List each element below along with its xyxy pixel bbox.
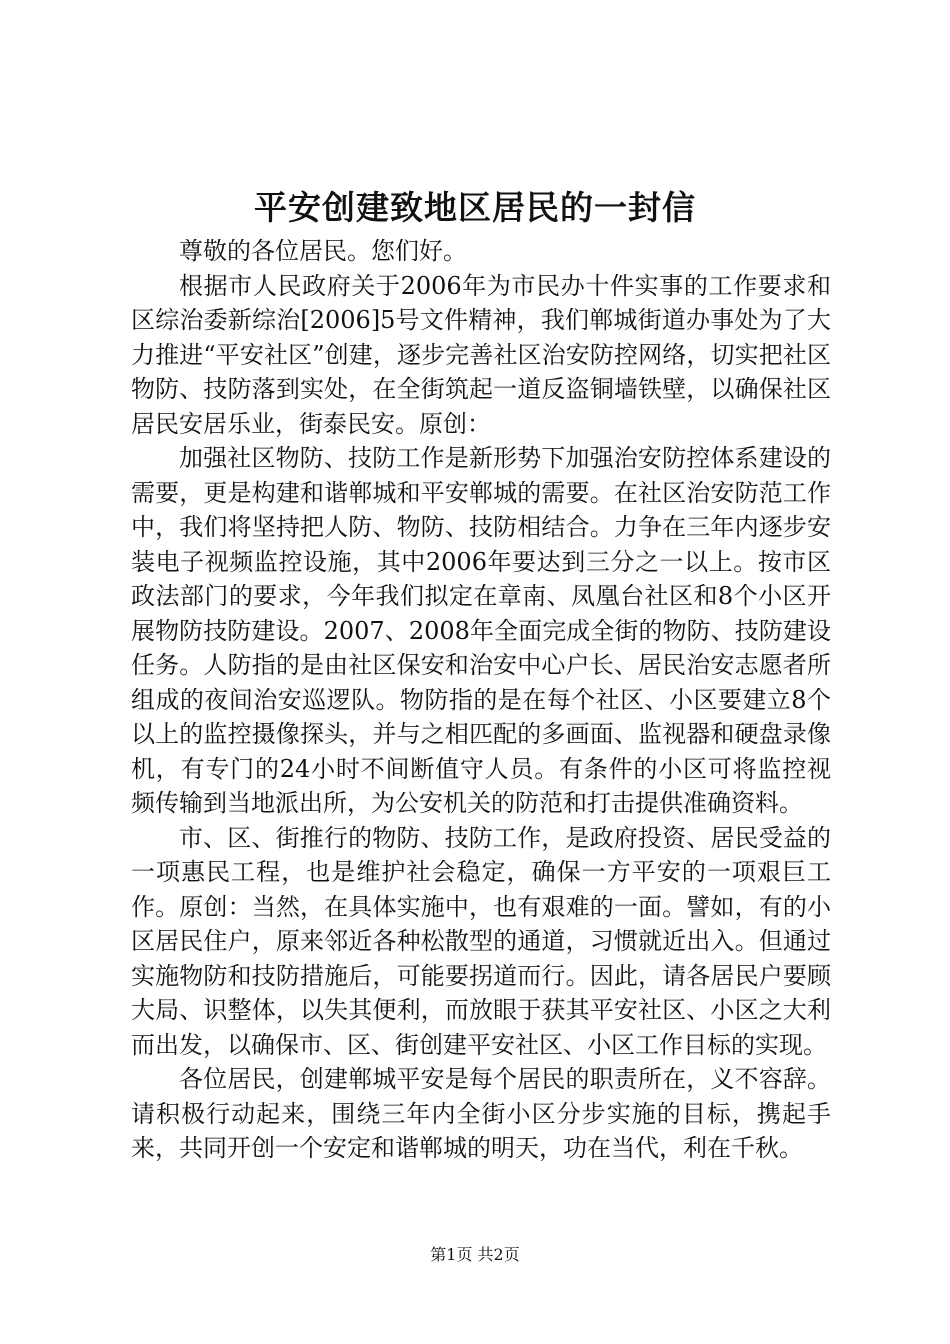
- document-title: 平安创建致地区居民的一封信: [254, 188, 696, 227]
- body-paragraph-1: 根据市人民政府关于2006年为市民办十件实事的工作要求和区综治委新综治[2006]5号文件精神，我们郸城街道办事处为了大力推进“平安社区”创建，逐步完善社区治安防控网络，切实把社区物防、技防落到实处，在全街筑起一道反盗铜墙铁壁，以确保社区居民安居乐业，街泰民安。原创：: [131, 271, 831, 438]
- body-paragraph-2: 加强社区物防、技防工作是新形势下加强治安防控体系建设的需要，更是构建和谐郸城和平安郸城的需要。在社区治安防范工作中，我们将坚持把人防、物防、技防相结合。力争在三年内逐步安装电子视频监控设施，其中2006年要达到三分之一以上。按市区政法部门的要求，今年我们拟定在章南、凤凰台社区和8个小区开展物防技防建设。2007、2008年全面完成全街的物防、技防建设任务。人防指的是由社区保安和治安中心户长、居民治安志愿者所组成的夜间治安巡逻队。物防指的是在每个社区、小区要建立8个以上的监控摄像探头，并与之相匹配的多画面、监视器和硬盘录像机，有专门的24小时不间断值守人员。有条件的小区可将监控视频传输到当地派出所，为公安机关的防范和打击提供准确资料。: [131, 444, 831, 817]
- page-number-footer: 第1页 共2页: [430, 1245, 520, 1264]
- body-paragraph-3: 市、区、街推行的物防、技防工作，是政府投资、居民受益的一项惠民工程，也是维护社会稳定，确保一方平安的一项艰巨工作。原创：当然，在具体实施中，也有艰难的一面。譬如，有的小区居民住户，原来邻近各种松散型的通道，习惯就近出入。但通过实施物防和技防措施后，可能要拐道而行。因此，请各居民户要顾大局、识整体，以失其便利，而放眼于获其平安社区、小区之大利而出发，以确保市、区、街创建平安社区、小区工作目标的实现。: [131, 823, 831, 1059]
- letter-body: [131, 234, 831, 1166]
- closing-paragraph: 各位居民，创建郸城平安是每个居民的职责所在，义不容辞。请积极行动起来，围绕三年内全街小区分步实施的目标，携起手来，共同开创一个安定和谐郸城的明天，功在当代，利在千秋。: [131, 1065, 831, 1162]
- greeting-paragraph: 尊敬的各位居民。您们好。: [179, 237, 467, 265]
